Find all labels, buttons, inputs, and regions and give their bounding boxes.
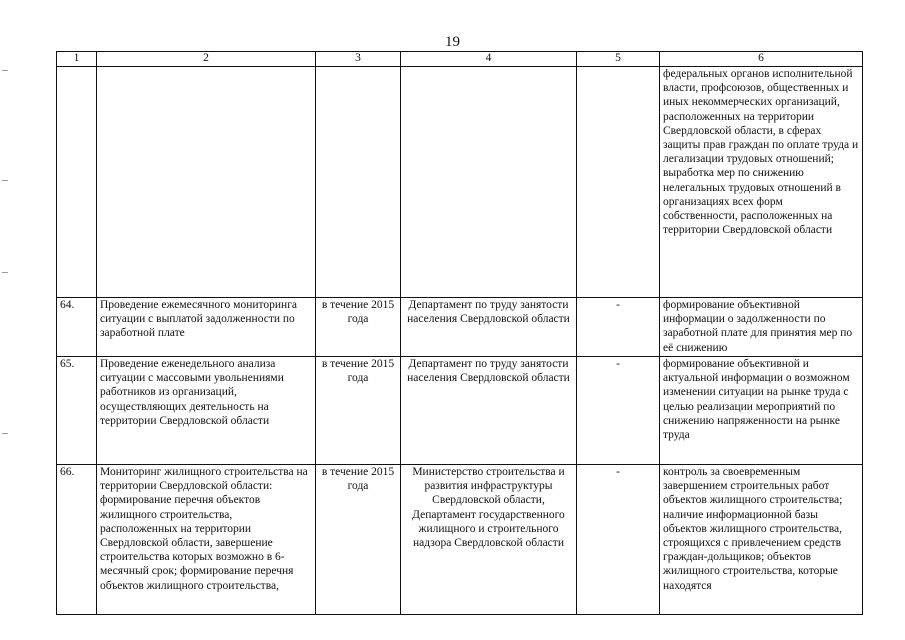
table-row [57, 298, 863, 357]
activity-cell: Проведение еженедельного анализа ситуации с массовыми увольнениями работников из организаций, осуществляющих деятельность на территории Свердловской области [97, 357, 316, 465]
funding-cell: - [577, 357, 660, 465]
page-number: 19 [445, 34, 460, 50]
funding-cell [577, 67, 660, 298]
row-number: 66. [57, 465, 97, 615]
result-cell: контроль за своевременным завершением строительных работ объектов жилищного строительства; наличие информационной базы объектов жилищного строительства, строящихся с привлечением средств граждан-дольщиков; объектов жилищного строительства, которые находятся [660, 465, 863, 615]
column-number: 3 [316, 52, 401, 67]
period-cell [316, 67, 401, 298]
column-number: 5 [577, 52, 660, 67]
period-cell: в течение 2015 года [316, 465, 401, 615]
executor-cell [401, 67, 577, 298]
executor-cell: Департамент по труду занятости населения Свердловской области [401, 298, 577, 357]
column-number: 2 [97, 52, 316, 67]
row-number: 65. [57, 357, 97, 465]
result-cell: формирование объективной и актуальной информации о возможном изменении ситуации на рынке труда с целью реализации мероприятий по снижению напряженности на рынке труда [660, 357, 863, 465]
result-cell: формирование объективной информации о задолженности по заработной плате для принятия мер по её снижению [660, 298, 863, 357]
period-cell: в течение 2015 года [316, 298, 401, 357]
row-number [57, 67, 97, 298]
executor-cell: Министерство строительства и развития инфраструктуры Свердловской области, Департамент государственного жилищного и строительного надзора Свердловской области [401, 465, 577, 615]
table-row [57, 67, 863, 298]
funding-cell: - [577, 298, 660, 357]
scan-edge-mark [2, 433, 8, 434]
column-number: 4 [401, 52, 577, 67]
executor-cell: Департамент по труду занятости населения Свердловской области [401, 357, 577, 465]
column-number: 6 [660, 52, 863, 67]
scan-edge-mark [2, 272, 8, 273]
scan-edge-mark [2, 180, 8, 181]
column-number-row [57, 52, 863, 67]
table-row [57, 357, 863, 465]
column-number: 1 [57, 52, 97, 67]
funding-cell: - [577, 465, 660, 615]
measures-table [56, 51, 863, 615]
row-number: 64. [57, 298, 97, 357]
activity-cell: Проведение ежемесячного мониторинга ситуации с выплатой задолженности по заработной плате [97, 298, 316, 357]
scan-edge-mark [2, 70, 8, 71]
activity-cell: Мониторинг жилищного строительства на территории Свердловской области: формирование перечня объектов жилищного строительства, расположенных на территории Свердловской области, завершение строительства которых возможно в 6-месячный срок; формирование перечня объектов жилищного строительства, [97, 465, 316, 615]
table-row [57, 465, 863, 615]
result-cell: федеральных органов исполнительной власти, профсоюзов, общественных и иных некоммерческих организаций, расположенных на территории Свердловской области, в сферах защиты прав граждан по оплате труда и легализации трудовых отношений; выработка мер по снижению нелегальных трудовых отношений в организациях всех форм собственности, расположенных на территории Свердловской области [660, 67, 863, 298]
period-cell: в течение 2015 года [316, 357, 401, 465]
activity-cell [97, 67, 316, 298]
